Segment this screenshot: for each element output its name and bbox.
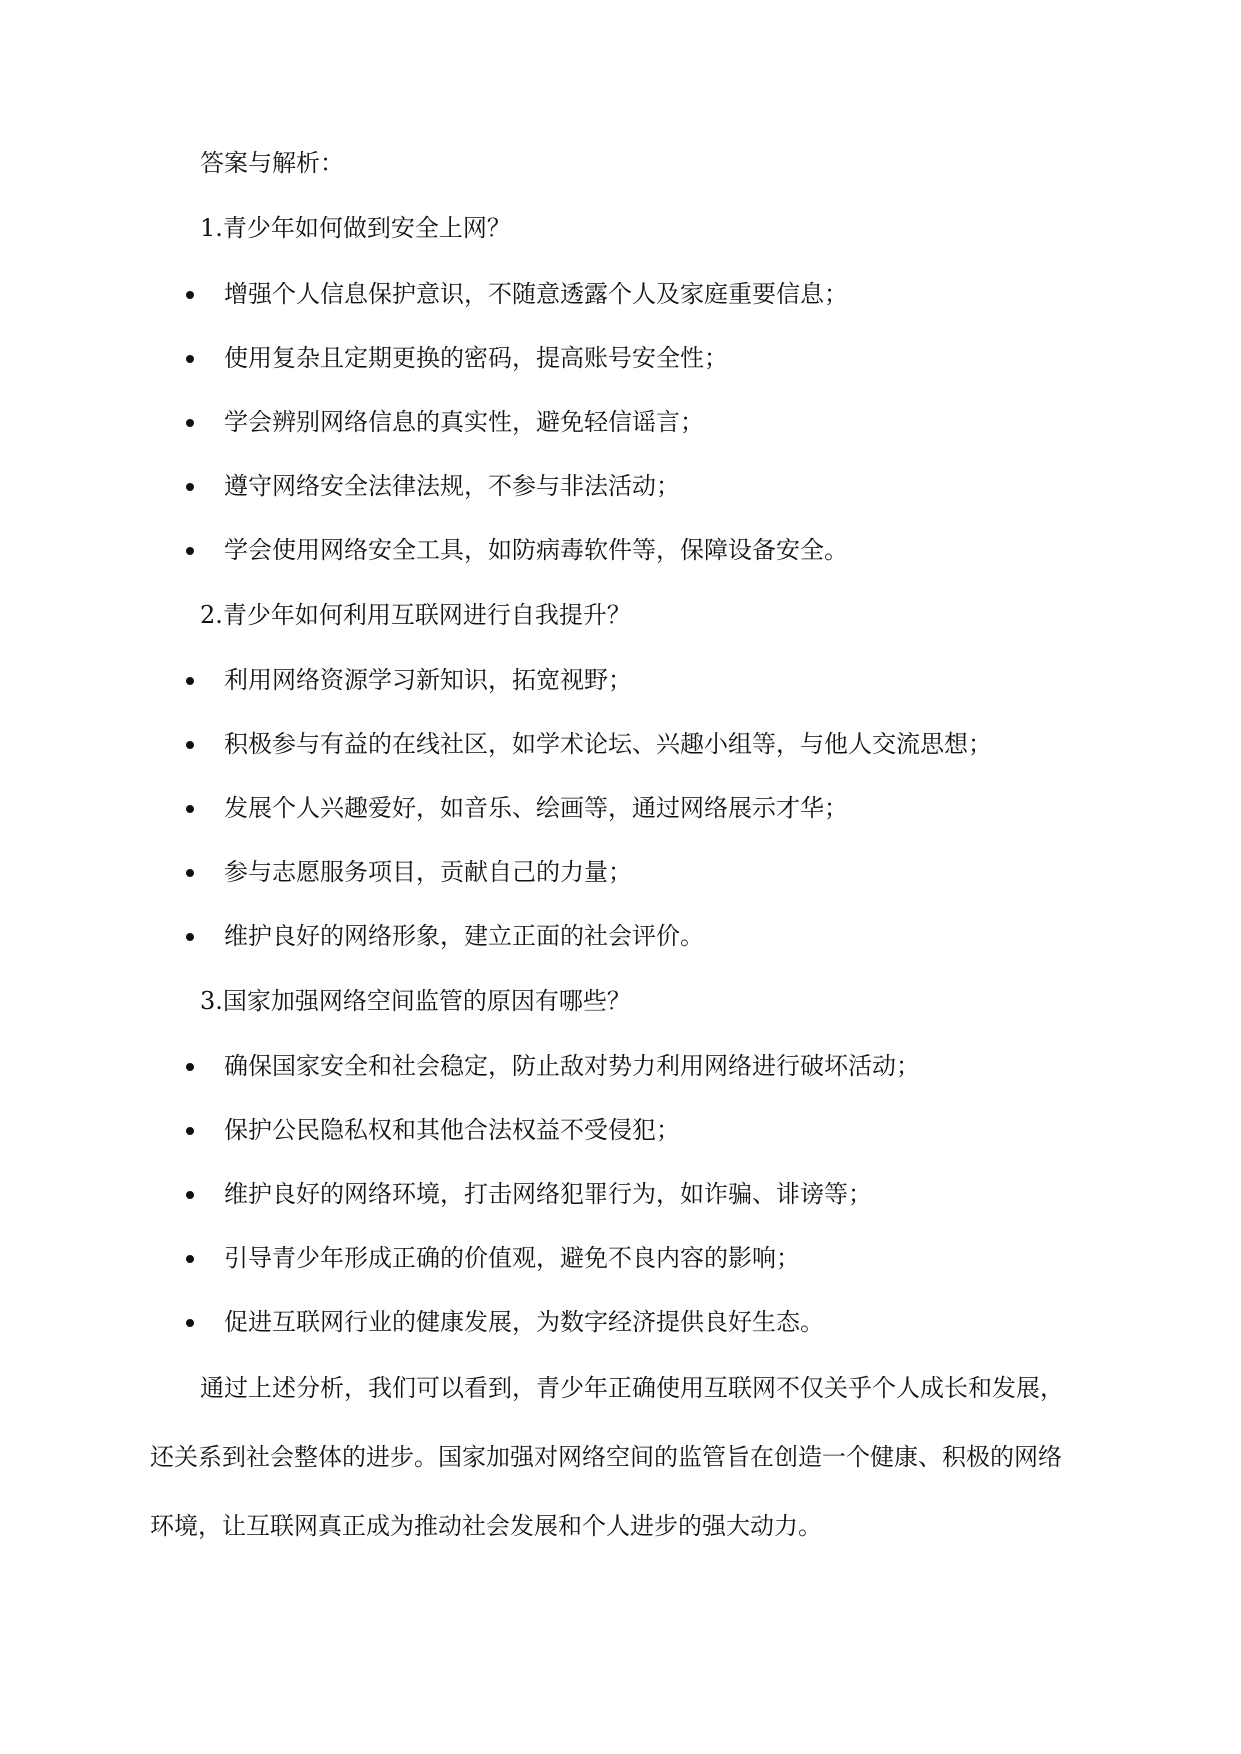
question-1: 1.青少年如何做到安全上网？ — [200, 214, 511, 242]
bullet-icon — [186, 1319, 194, 1327]
list-item-text: 维护良好的网络环境，打击网络犯罪行为，如诈骗、诽谤等； — [224, 1180, 872, 1208]
bullet-icon — [186, 805, 194, 813]
bullet-icon — [186, 1127, 194, 1135]
list-item-text: 利用网络资源学习新知识，拓宽视野； — [224, 666, 632, 694]
bullet-icon — [186, 1191, 194, 1199]
conclusion-line: 还关系到社会整体的进步。国家加强对网络空间的监管旨在创造一个健康、积极的网络 — [150, 1443, 1062, 1471]
list-item-text: 引导青少年形成正确的价值观，避免不良内容的影响； — [224, 1244, 800, 1272]
question-2: 2.青少年如何利用互联网进行自我提升？ — [200, 601, 631, 629]
bullet-icon — [186, 483, 194, 491]
list-item-text: 参与志愿服务项目，贡献自己的力量； — [224, 858, 632, 886]
bullet-icon — [186, 291, 194, 299]
list-item-text: 遵守网络安全法律法规，不参与非法活动； — [224, 472, 680, 500]
list-item-text: 学会辨别网络信息的真实性，避免轻信谣言； — [224, 408, 704, 436]
list-item-text: 学会使用网络安全工具，如防病毒软件等，保障设备安全。 — [224, 536, 848, 564]
bullet-icon — [186, 419, 194, 427]
conclusion-line: 通过上述分析，我们可以看到，青少年正确使用互联网不仅关乎个人成长和发展， — [200, 1374, 1064, 1402]
bullet-icon — [186, 355, 194, 363]
bullet-icon — [186, 547, 194, 555]
bullet-icon — [186, 1255, 194, 1263]
bullet-icon — [186, 741, 194, 749]
list-item-text: 保护公民隐私权和其他合法权益不受侵犯； — [224, 1116, 680, 1144]
bullet-icon — [186, 1063, 194, 1071]
question-3: 3.国家加强网络空间监管的原因有哪些？ — [200, 987, 631, 1015]
list-item-text: 促进互联网行业的健康发展，为数字经济提供良好生态。 — [224, 1308, 824, 1336]
bullet-icon — [186, 869, 194, 877]
list-item-text: 维护良好的网络形象，建立正面的社会评价。 — [224, 922, 704, 950]
conclusion-line: 环境，让互联网真正成为推动社会发展和个人进步的强大动力。 — [150, 1512, 822, 1540]
list-item-text: 积极参与有益的在线社区，如学术论坛、兴趣小组等，与他人交流思想； — [224, 730, 992, 758]
list-item-text: 使用复杂且定期更换的密码，提高账号安全性； — [224, 344, 728, 372]
list-item-text: 发展个人兴趣爱好，如音乐、绘画等，通过网络展示才华； — [224, 794, 848, 822]
list-item-text: 确保国家安全和社会稳定，防止敌对势力利用网络进行破坏活动； — [224, 1052, 920, 1080]
answer-heading: 答案与解析： — [200, 149, 344, 177]
bullet-icon — [186, 677, 194, 685]
list-item-text: 增强个人信息保护意识，不随意透露个人及家庭重要信息； — [224, 280, 848, 308]
bullet-icon — [186, 933, 194, 941]
